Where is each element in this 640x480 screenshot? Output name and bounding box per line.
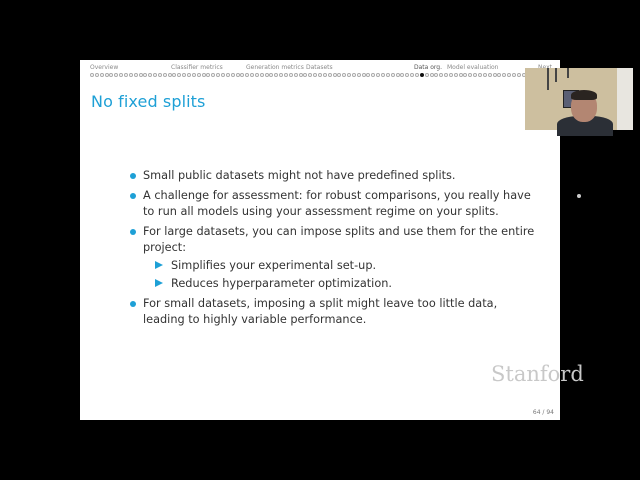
nav-dot[interactable] — [410, 73, 414, 77]
nav-dot[interactable] — [211, 73, 215, 77]
nav-dot[interactable] — [255, 73, 259, 77]
nav-dot[interactable] — [163, 73, 167, 77]
nav-dot[interactable] — [240, 73, 244, 77]
nav-dot[interactable] — [308, 73, 312, 77]
triangle-bullet-icon — [155, 279, 163, 287]
bullet-text: A challenge for assessment: for robust comparisons, you really have to run all models using your assessment regime on your splits. — [143, 189, 531, 218]
nav-dot[interactable] — [197, 73, 201, 77]
mouse-cursor-icon — [577, 194, 581, 198]
nav-dot[interactable] — [415, 73, 419, 77]
nav-dot[interactable] — [439, 73, 443, 77]
webcam-lamp — [567, 68, 569, 78]
nav-dot[interactable] — [148, 73, 152, 77]
nav-dot[interactable] — [333, 73, 337, 77]
nav-dot[interactable] — [129, 73, 133, 77]
nav-dot[interactable] — [420, 73, 424, 77]
nav-dot[interactable] — [182, 73, 186, 77]
nav-dot[interactable] — [143, 73, 147, 77]
nav-dot[interactable] — [187, 73, 191, 77]
nav-dot[interactable] — [177, 73, 181, 77]
nav-dot[interactable] — [371, 73, 375, 77]
nav-dot[interactable] — [425, 73, 429, 77]
nav-dot[interactable] — [318, 73, 322, 77]
nav-dot[interactable] — [260, 73, 264, 77]
nav-dot[interactable] — [294, 73, 298, 77]
nav-dot[interactable] — [391, 73, 395, 77]
nav-dot[interactable] — [100, 73, 104, 77]
nav-dot[interactable] — [512, 73, 516, 77]
webcam-lamp — [555, 68, 557, 82]
webcam-person-hair — [571, 90, 597, 100]
webcam-window — [617, 68, 633, 130]
nav-dot[interactable] — [274, 73, 278, 77]
nav-dot[interactable] — [454, 73, 458, 77]
nav-progress-dots[interactable] — [90, 73, 550, 79]
nav-dot[interactable] — [517, 73, 521, 77]
nav-dot[interactable] — [236, 73, 240, 77]
nav-dot[interactable] — [192, 73, 196, 77]
nav-dot[interactable] — [400, 73, 404, 77]
nav-dot[interactable] — [507, 73, 511, 77]
nav-dot[interactable] — [158, 73, 162, 77]
nav-dot[interactable] — [221, 73, 225, 77]
nav-section-overview[interactable]: Overview — [90, 64, 119, 71]
nav-dot[interactable] — [323, 73, 327, 77]
nav-dot[interactable] — [449, 73, 453, 77]
sub-bullet-item — [155, 276, 538, 292]
nav-dot[interactable] — [366, 73, 370, 77]
nav-dot[interactable] — [478, 73, 482, 77]
nav-dot[interactable] — [313, 73, 317, 77]
nav-dot[interactable] — [153, 73, 157, 77]
nav-dot[interactable] — [434, 73, 438, 77]
nav-dot[interactable] — [90, 73, 94, 77]
bullet-text: For large datasets, you can impose splits and use them for the entire project: — [143, 225, 535, 254]
nav-dot[interactable] — [497, 73, 501, 77]
nav-dot[interactable] — [502, 73, 506, 77]
nav-dot[interactable] — [299, 73, 303, 77]
nav-dot[interactable] — [124, 73, 128, 77]
nav-section-generation-metrics[interactable]: Generation metrics — [246, 64, 304, 71]
slide-content — [128, 168, 538, 332]
bullet-item — [128, 224, 538, 292]
nav-dot[interactable] — [337, 73, 341, 77]
nav-dot[interactable] — [357, 73, 361, 77]
nav-dot[interactable] — [279, 73, 283, 77]
nav-dot[interactable] — [381, 73, 385, 77]
nav-dot[interactable] — [289, 73, 293, 77]
nav-dot[interactable] — [468, 73, 472, 77]
nav-dot[interactable] — [463, 73, 467, 77]
nav-dot[interactable] — [473, 73, 477, 77]
bullet-item — [128, 168, 538, 184]
nav-dot[interactable] — [284, 73, 288, 77]
nav-dot[interactable] — [231, 73, 235, 77]
triangle-bullet-icon — [155, 261, 163, 269]
nav-dot[interactable] — [493, 73, 497, 77]
presentation-slide — [80, 60, 584, 420]
nav-dot[interactable] — [202, 73, 206, 77]
page-number: 64 / 94 — [532, 409, 554, 416]
nav-sections — [80, 64, 560, 73]
nav-dot[interactable] — [430, 73, 434, 77]
nav-dot[interactable] — [483, 73, 487, 77]
nav-dot[interactable] — [376, 73, 380, 77]
webcam-lamp — [547, 68, 549, 90]
slide-title: No fixed splits — [91, 92, 206, 111]
nav-dot[interactable] — [303, 73, 307, 77]
nav-dot[interactable] — [109, 73, 113, 77]
nav-dot[interactable] — [216, 73, 220, 77]
stanford-logo: Stanford — [491, 362, 584, 386]
nav-dot[interactable] — [119, 73, 123, 77]
nav-dot[interactable] — [139, 73, 143, 77]
nav-dot[interactable] — [362, 73, 366, 77]
nav-dot[interactable] — [459, 73, 463, 77]
sub-bullet-text: Simplifies your experimental set-up. — [171, 259, 377, 272]
nav-section-data-org[interactable]: Data org. — [414, 64, 442, 71]
bullet-dot-icon — [130, 193, 136, 199]
nav-dot[interactable] — [95, 73, 99, 77]
sub-bullet-list — [143, 258, 538, 292]
nav-dot[interactable] — [269, 73, 273, 77]
nav-dot[interactable] — [134, 73, 138, 77]
nav-dot[interactable] — [206, 73, 210, 77]
bullet-dot-icon — [130, 173, 136, 179]
nav-dot[interactable] — [226, 73, 230, 77]
sub-bullet-item — [155, 258, 538, 274]
nav-dot[interactable] — [352, 73, 356, 77]
nav-section-model-evaluation[interactable]: Model evaluation — [447, 64, 499, 71]
bullet-text: For small datasets, imposing a split might leave too little data, leading to highly variable performance. — [143, 297, 498, 326]
bullet-item — [128, 188, 538, 220]
nav-dot[interactable] — [386, 73, 390, 77]
nav-dot[interactable] — [250, 73, 254, 77]
nav-dot[interactable] — [405, 73, 409, 77]
bullet-text: Small public datasets might not have predefined splits. — [143, 169, 456, 182]
nav-dot[interactable] — [347, 73, 351, 77]
nav-section-datasets[interactable]: Datasets — [306, 64, 333, 71]
nav-dot[interactable] — [444, 73, 448, 77]
nav-dot[interactable] — [245, 73, 249, 77]
nav-dot[interactable] — [396, 73, 400, 77]
nav-dot[interactable] — [105, 73, 109, 77]
bullet-item — [128, 296, 538, 328]
nav-dot[interactable] — [488, 73, 492, 77]
nav-dot[interactable] — [172, 73, 176, 77]
sub-bullet-text: Reduces hyperparameter optimization. — [171, 277, 392, 290]
nav-dot[interactable] — [168, 73, 172, 77]
webcam-overlay — [525, 68, 633, 130]
nav-dot[interactable] — [114, 73, 118, 77]
nav-section-classifier-metrics[interactable]: Classifier metrics — [171, 64, 223, 71]
nav-dot[interactable] — [342, 73, 346, 77]
nav-dot[interactable] — [265, 73, 269, 77]
navigation-bar — [80, 60, 560, 80]
bullet-dot-icon — [130, 301, 136, 307]
nav-dot[interactable] — [328, 73, 332, 77]
bullet-dot-icon — [130, 229, 136, 235]
